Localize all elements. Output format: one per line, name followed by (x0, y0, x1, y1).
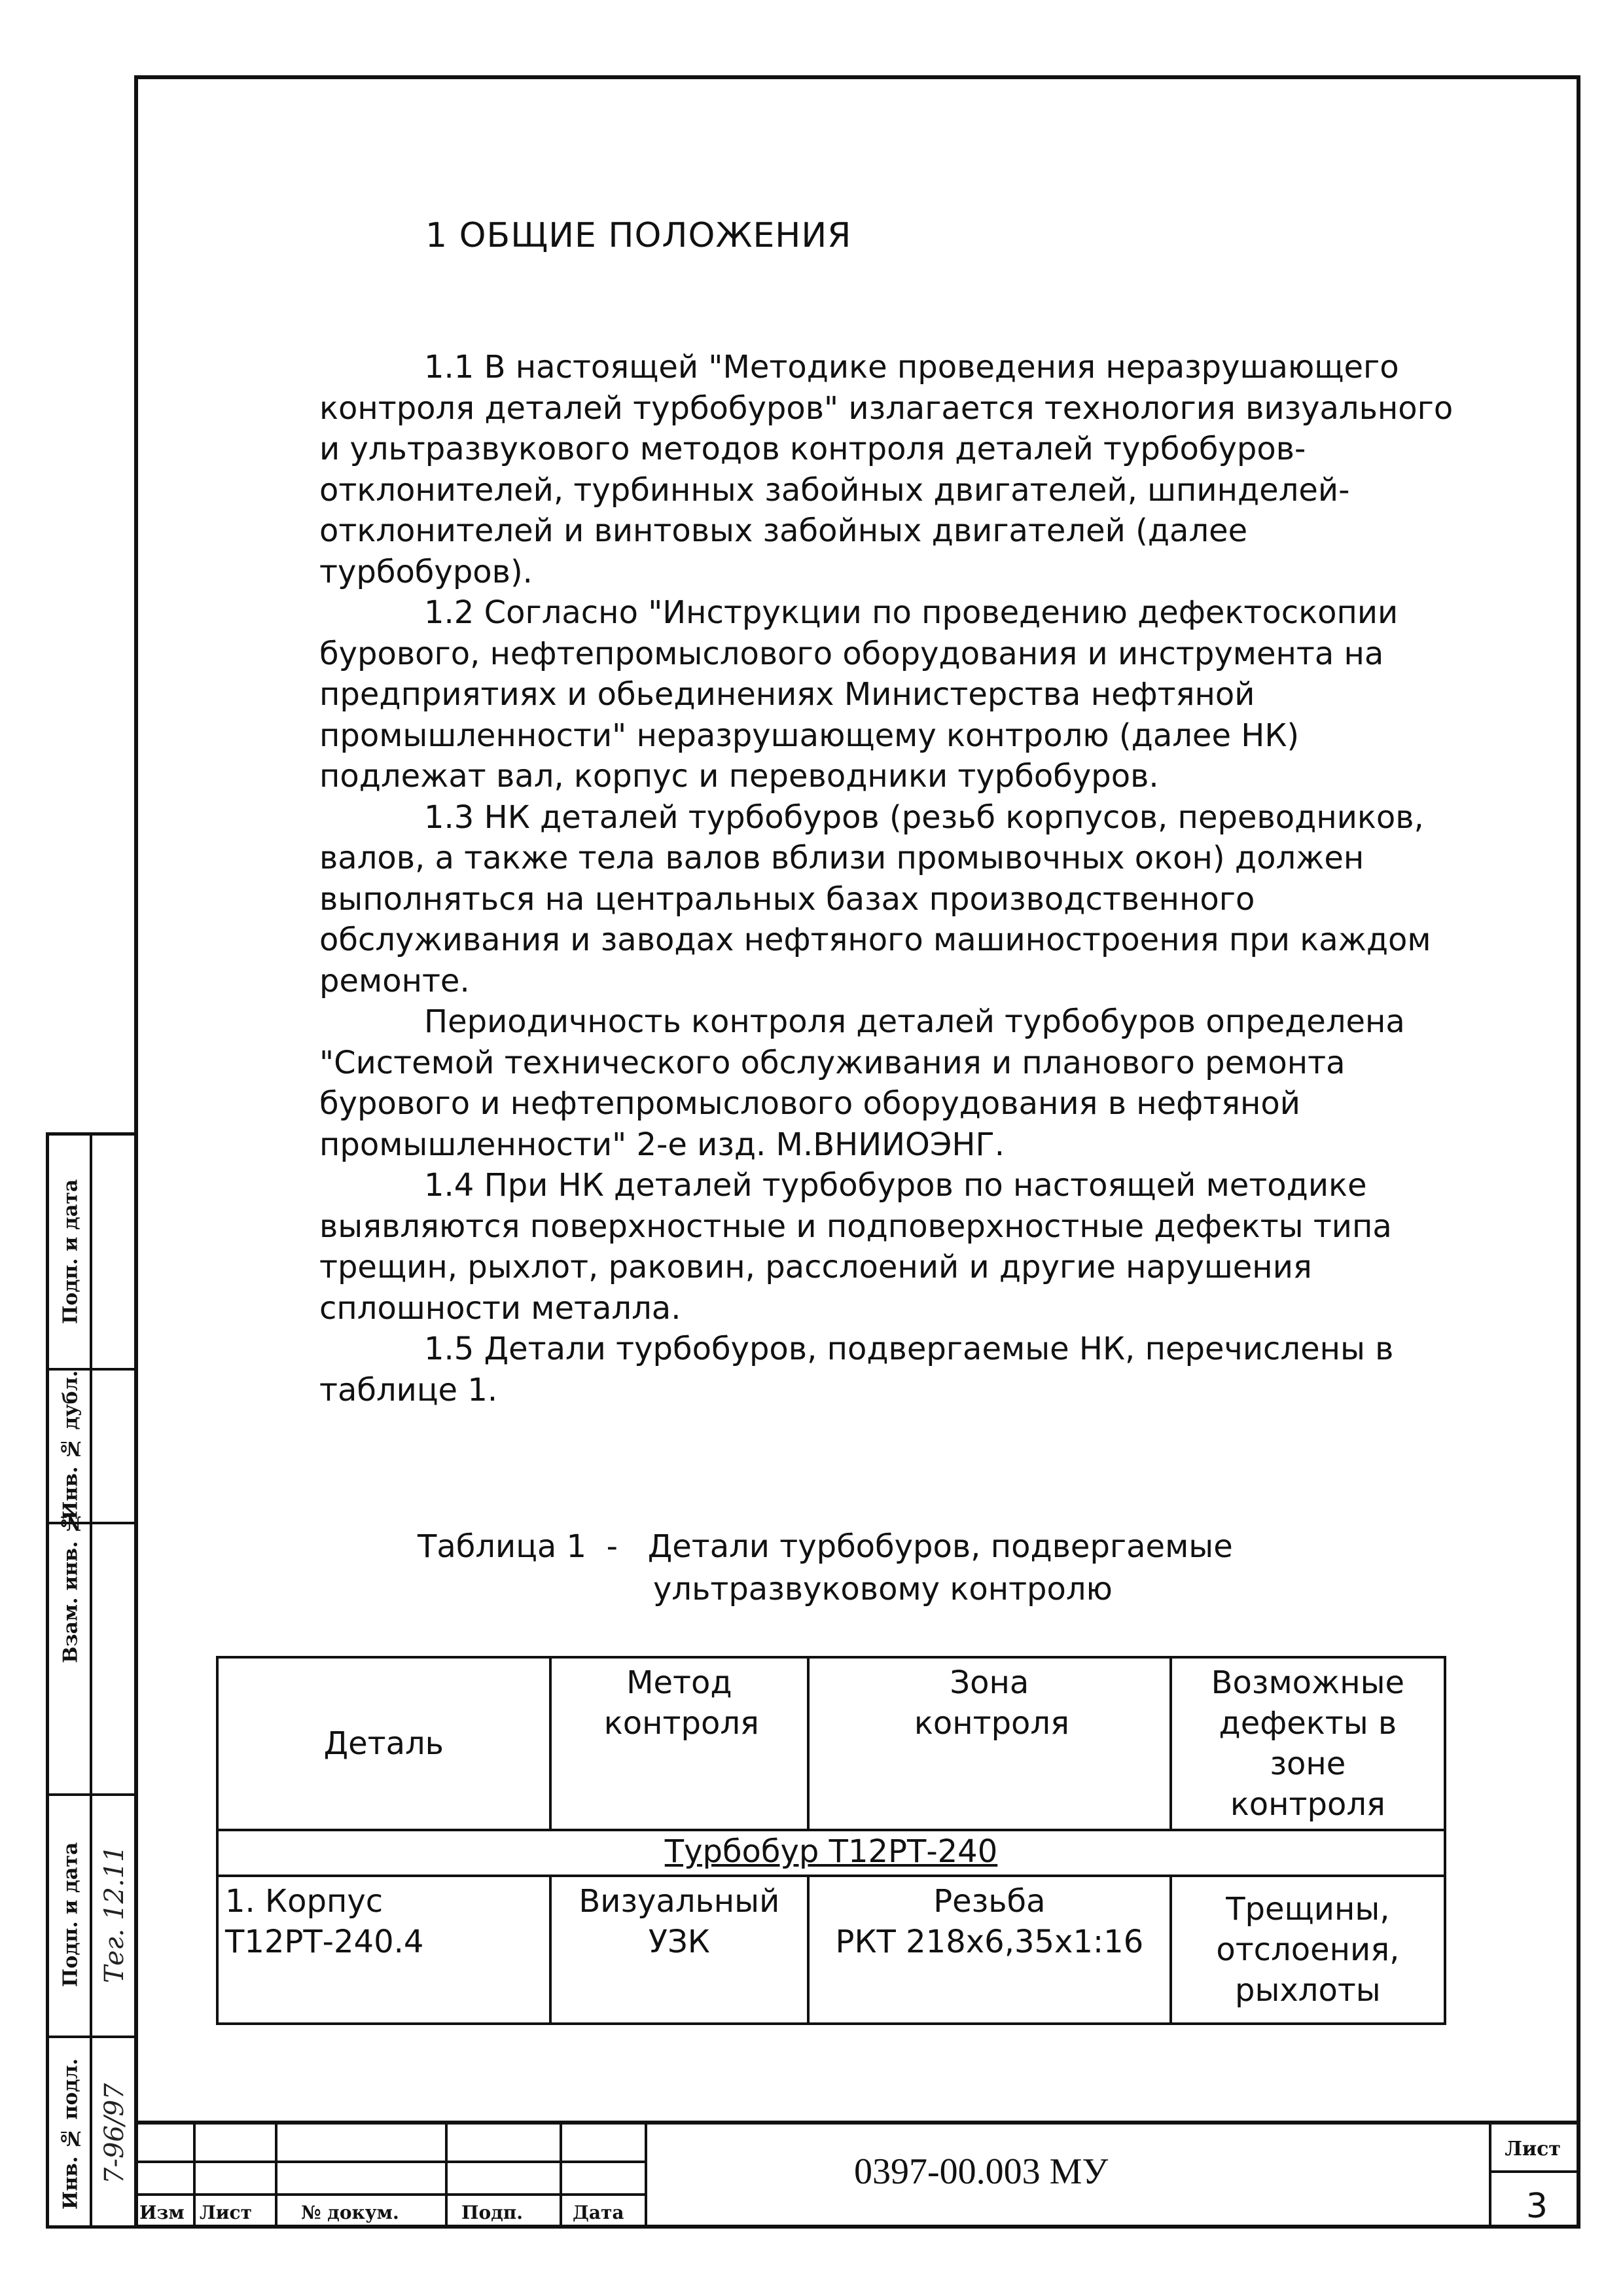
paragraph-1-1: 1.1 В настоящей "Методике проведения неразрушающего контроля деталей турбобуров" излагается технология визуального и ультразвукового методов контроля деталей турбобуров-отклонителей, турбинных забойных двигателей, шпинделей-отклонителей и винтовых забойных двигателей (далее турбобуров). (319, 349, 1454, 590)
tb-col-date: Дата (573, 2202, 624, 2223)
details-table (216, 1656, 1446, 2025)
header-method-text: Метод контроля (603, 1664, 759, 1742)
tb-col-line (645, 2125, 647, 2229)
table-header-row (217, 1657, 1445, 1830)
tb-col-change: Изм (139, 2202, 185, 2223)
tb-row-line (134, 2161, 645, 2163)
strip-label-sign-date-top: Подп. и дата (59, 1179, 82, 1325)
group-title-cell (217, 1830, 1445, 1876)
tb-col-line (445, 2125, 448, 2229)
paragraph-1-4: 1.4 При НК деталей турбобуров по настоящей методике выявляются поверхностные и подповерхностные дефекты типа трещин, рыхлот, раковин, расслоений и другие нарушения сплошности металла. (319, 1167, 1392, 1327)
body-text (319, 347, 1458, 1410)
handwritten-inv-number: 7-96/97 (99, 2083, 130, 2185)
tb-col-line (560, 2125, 562, 2229)
cell-zone: Резьба РКТ 218x6,35x1:16 (808, 1876, 1171, 2024)
tb-col-line (193, 2125, 196, 2229)
tb-col-line (275, 2125, 277, 2229)
sheet-number: 3 (1525, 2187, 1548, 2226)
paragraph-1-3: 1.3 НК деталей турбобуров (резьб корпусов, переводников, валов, а также тела валов вблизи промывочных окон) должен выполняться на центральных базах производственного обслуживания и заводах нефтяного машиностроения при каждом ремонте. (319, 798, 1431, 999)
handwritten-date: Тег. 12.11 (99, 1845, 130, 1984)
table-caption-line2: ультразвуковому контролю (653, 1571, 1113, 1607)
strip-label-sign-date: Подп. и дата (59, 1842, 82, 1987)
tb-row-line (1489, 2170, 1580, 2173)
cell-defects: Трещины, отслоения, рыхлоты (1171, 1876, 1445, 2024)
header-zone (808, 1657, 1171, 1830)
tb-col-sheet: Лист (200, 2202, 252, 2223)
strip-label-replace-inv: Взам. инв. № (59, 1511, 82, 1663)
paragraph-periodicity: Периодичность контроля деталей турбобуров определена "Системой технического обслуживания и планового ремонта бурового и нефтепромыслового оборудования в нефтяной промышленности" 2-е изд. М.ВНИИОЭНГ. (319, 1003, 1405, 1163)
sheet-label: Лист (1505, 2138, 1561, 2161)
header-zone-text: Зона контроля (914, 1664, 1069, 1742)
table-group-row (217, 1830, 1445, 1876)
tb-row-line (134, 2193, 645, 2196)
header-method (550, 1657, 808, 1830)
section-heading: 1 ОБЩИЕ ПОЛОЖЕНИЯ (425, 216, 852, 255)
cell-detail: 1. Корпус Т12РТ-240.4 (217, 1876, 550, 2024)
strip-label-inv-orig: Инв. № подл. (59, 2058, 82, 2210)
strip-divider (90, 1136, 92, 2225)
header-defects (1171, 1657, 1445, 1830)
tb-col-sign: Подп. (461, 2202, 524, 2223)
tb-col-line (1489, 2125, 1491, 2229)
document-number: 0397-00.003 МУ (854, 2151, 1109, 2192)
strip-label-dup-inv: Инв. № дубл. (59, 1370, 82, 1520)
header-defects-text: Возможные дефекты в зоне контроля (1211, 1664, 1405, 1823)
cell-method: Визуальный УЗК (550, 1876, 808, 2024)
paragraph-1-5: 1.5 Детали турбобуров, подвергаемые НК, перечислены в таблице 1. (319, 1331, 1394, 1408)
title-block (134, 2121, 1580, 2229)
table-row (217, 1876, 1445, 2024)
table-caption: Таблица 1 - Детали турбобуров, подвергаемые (418, 1528, 1233, 1565)
group-title: Турбобур Т12РТ-240 (664, 1833, 998, 1870)
header-detail: Деталь (217, 1657, 550, 1830)
tb-col-doc: № докум. (301, 2202, 399, 2223)
side-strip (46, 1132, 134, 2229)
paragraph-1-2: 1.2 Согласно "Инструкции по проведению дефектоскопии бурового, нефтепромыслового оборудования и инструмента на предприятиях и обьединениях Министерства нефтяной промышленности" неразрушающему контролю (далее НК) подлежат вал, корпус и переводники турбобуров. (319, 594, 1399, 795)
